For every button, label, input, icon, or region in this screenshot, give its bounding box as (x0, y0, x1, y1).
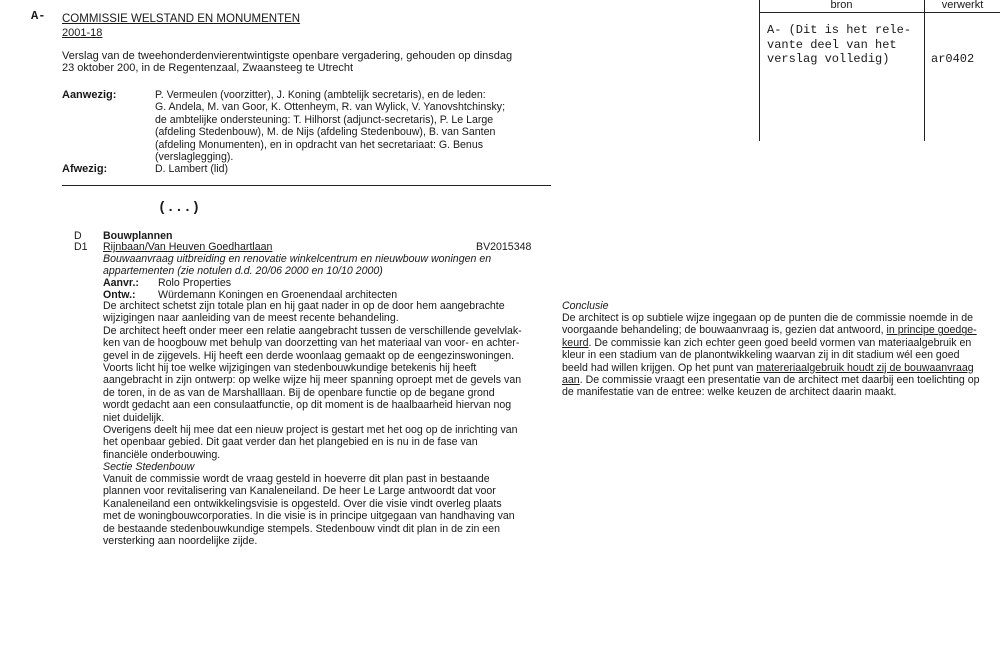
aanvrager-label: Aanvr.: (103, 277, 139, 289)
material-hold-phrase: matereriaalgebruik houdt zij de bouwaanvraag (756, 361, 974, 374)
aanvrager-value: Rolo Properties (158, 277, 232, 289)
verwerkt-code: ar0402 (931, 52, 975, 66)
approval-phrase: in principe goedge- (886, 324, 977, 337)
meeting-intro: Verslag van de tweehonderdenvierentwintigste openbare vergadering, gehouden op dinsdag 23 oktober 200, in de Regentenzaal, Zwaansteeg te Utrecht (62, 50, 513, 75)
header-divider (62, 185, 551, 186)
sectie-title: Sectie Stedenbouw (103, 461, 195, 473)
conclusion-line: kleur in een stadium van de planontwikkeling waarvan zij in dit stadium wél een goed (562, 349, 960, 362)
absent-list: D. Lambert (lid) (155, 163, 228, 175)
conclusion-line: voorgaande behandeling; de bouwaanvraag is, gezien dat antwoord, in principe goedge- (562, 324, 977, 337)
present-list: P. Vermeulen (voorzitter), J. Koning (ambtelijk secretaris), en de leden: G. Andela, M. van Goor, K. Ottenheym, R. van Wylick, V. Yanovshtchinsky; de ambtelijke ondersteuning: T. Hilhorst (adjunct-secretaris), P. Le Large (afdeling Stedenbouw), M. de Nijs (afdeling Stedenbouw), B. van Santen (afdeling Monumenten), en in opdracht van het secretariaat: G. Benus (verslaglegging). (155, 89, 506, 164)
bron-note: A- (Dit is het rele- vante deel van het verslag volledig) (767, 23, 912, 66)
item-code: D1 (74, 241, 88, 253)
ellipsis-mark: (...) (158, 200, 201, 216)
conclusion-line: aan. De commissie vraagt een presentatie van de architect met daarbij een toelichting op (562, 374, 980, 387)
source-table (759, 0, 1000, 141)
request-description: Bouwaanvraag uitbreiding en renovatie winkelcentrum en nieuwbouw woningen en appartementen (zie notulen d.d. 20/06 2000 en 10/10 2000) (103, 253, 492, 278)
conclusion-line: de manifestatie van de entree: welke keuzen de architect daarin maakt. (562, 386, 897, 399)
section-code: D (74, 230, 82, 242)
conclusion-line: De architect is op subtiele wijze ingegaan op de punten die de commissie noemde in de (562, 312, 974, 324)
col-header-bron: bron (830, 0, 853, 11)
conclusion-text (562, 312, 998, 399)
col-header-verwerkt: verwerkt (941, 0, 984, 11)
item-title: Rijnbaan/Van Heuven Goedhartlaan (103, 241, 273, 253)
discussion-body: De architect schetst zijn totale plan en hij gaat nader in op de door hem aangebrachte wijzigingen naar aanleiding van de meest recente behandeling. De architect heeft onder meer een relatie aangebracht tussen de verschillende gevelvlak- ken van de hoogbouw met behulp van doorzetting van het materiaal van voor- en achter- gevel in de zijgevels. Hij heeft een derde woonlaag gemaakt op de eengezinswoningen. Voorts licht hij toe welke wijzigingen van stedenbouwkundige betekenis hij heeft aangebracht in zijn ontwerp: op welke wijze hij meer spanning oproept met de gevels van de toren, in de as van de Marshalllaan. Bij de openbare functie op de begane grond wordt gedacht aan een consulaatfunctie, op dit moment is de haalbaarheid hiervan nog niet duidelijk. Overigens deelt hij mee dat een nieuw project is gestart met het oog op de inrichting van het openbaar gebied. Dit gaat verder dan het plangebied en is nu in de fase van financiële onderbouwing. (103, 300, 522, 461)
document-title: COMMISSIE WELSTAND EN MONUMENTEN (62, 13, 301, 25)
conclusion-line: beeld had willen krijgen. Op het punt van matereriaalgebruik houdt zij de bouwaanvraag (562, 361, 974, 374)
ontwerper-label: Ontw.: (103, 289, 136, 301)
conclusion-title: Conclusie (562, 300, 609, 312)
sectie-body: Vanuit de commissie wordt de vraag gesteld in hoeverre dit plan past in bestaande plannen voor revitalisering van Kanaleneiland. De heer Le Large antwoordt dat voor Kanaleneiland een ontwikkelingsvisie is opgesteld. Over die visie vindt overleg plaats met de woningbouwcorporaties. In die visie is in principe uitgegaan van handhaving van de bestaande stedenbouwkundige stempels. Stedenbouw vindt dit plan in de zin een versterking aan noordelijke zijde. (103, 473, 515, 548)
margin-mark: A- (31, 9, 46, 23)
absent-label: Afwezig: (62, 163, 108, 175)
present-label: Aanwezig: (62, 89, 117, 101)
item-reference: BV2015348 (476, 241, 532, 253)
conclusion-line: keurd. De commissie kan zich echter geen goed beeld vormen van materiaalgebruik en (562, 336, 972, 349)
ontwerper-value: Würdemann Koningen en Groenendaal architecten (158, 289, 398, 301)
document-year: 2001-18 (62, 27, 103, 39)
section-title: Bouwplannen (103, 230, 173, 242)
